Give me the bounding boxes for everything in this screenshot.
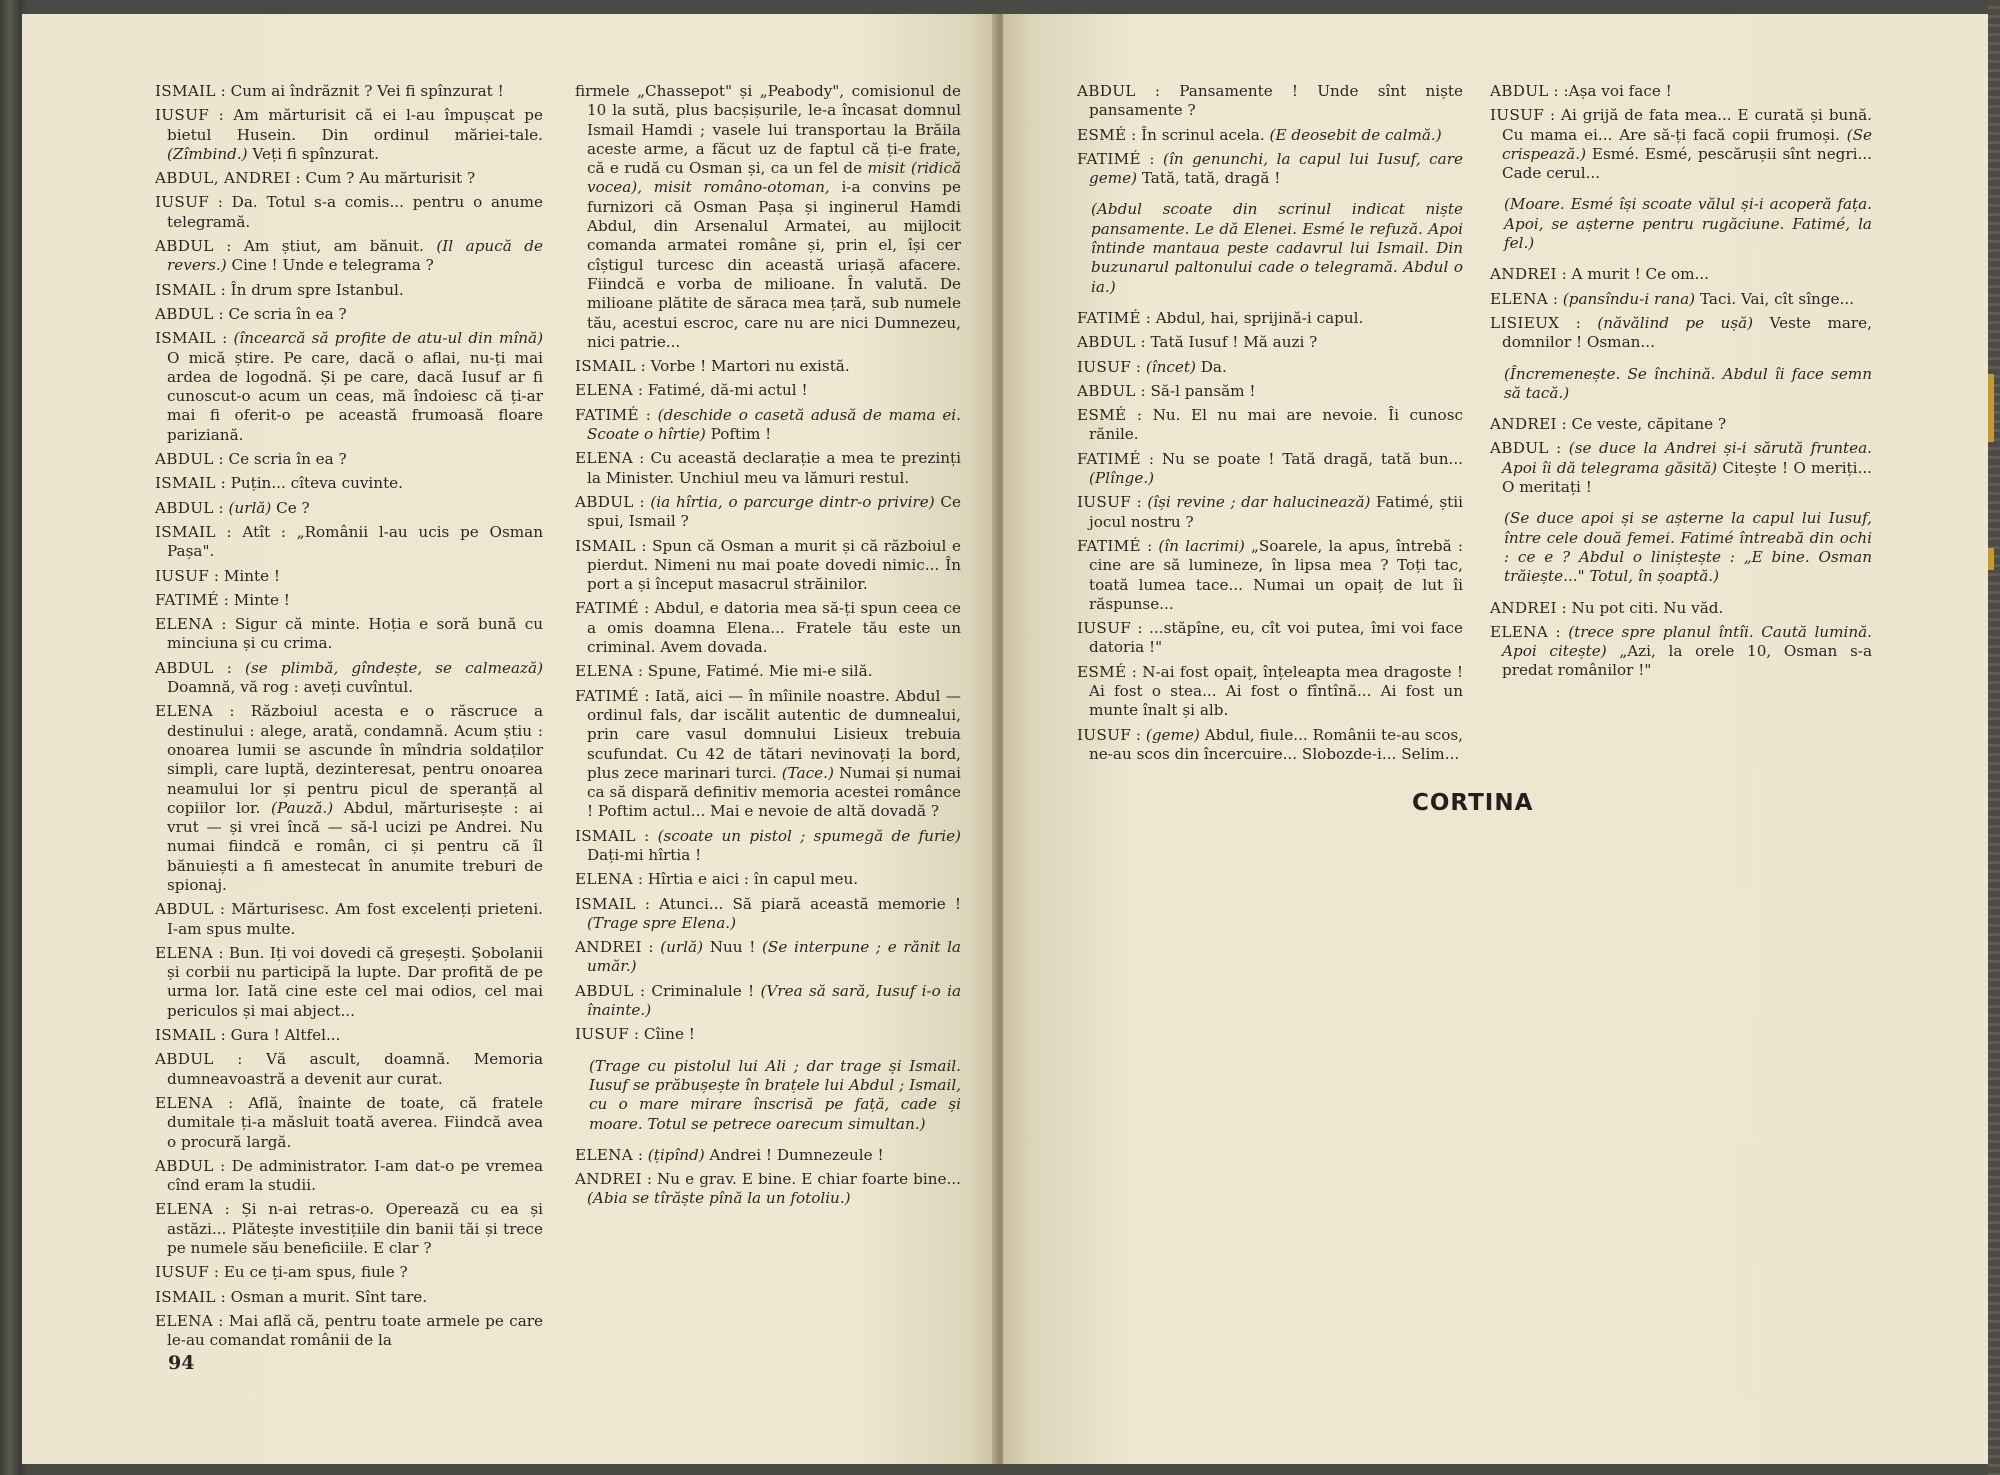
dialogue-text: Iată, aici — în mîinile noastre. Abdul — ordinul fals, dar iscălit autentic de dumnealui, prin care vasul domnului Lisieux trebuia scufundat. Cu 42 de tătari nevinovați la bord, plus zece marinari turci. xyxy=(587,686,961,782)
dialogue-line: IUSUF : Da. Totul s-a comis... pentru o anume telegramă. xyxy=(155,193,543,231)
speaker-name: ABDUL xyxy=(575,492,634,511)
speaker-name: ABDUL xyxy=(1077,333,1136,352)
dialogue-text: Mai află că, pentru toate armele pe care le-au comandat românii de la xyxy=(167,1311,543,1350)
speaker-name: ANDREI xyxy=(575,938,642,957)
dialogue-text: Numai și numai ca să dispară definitiv memoria acestei românce ! Poftim actul... Mai e nevoie de altă dovadă ? xyxy=(587,763,962,821)
speaker-name: ABDUL xyxy=(155,900,214,919)
text-column-3 xyxy=(1077,82,1463,769)
dialogue-text: Cu această declarație a mea te prezinți la Minister. Unchiul meu va lămuri restul. xyxy=(587,449,961,487)
inline-direction: (trece spre planul întîi. Caută lumină. Apoi citește) xyxy=(1502,622,1873,661)
dialogue-text: În drum spre Istanbul. xyxy=(230,280,404,299)
dialogue-text: Nu pot citi. Nu văd. xyxy=(1571,598,1724,617)
dialogue-line: ELENA : Mai află că, pentru toate armele pe care le-au comandat românii de la xyxy=(155,1311,543,1350)
inline-direction: (E deosebit de calmă.) xyxy=(1269,125,1442,144)
bookmark-ribbon-lower xyxy=(1988,548,1994,570)
dialogue-line: ELENA : Cu această declarație a mea te prezinți la Minister. Unchiul meu va lămuri restul. xyxy=(575,449,961,487)
dialogue-line: ABDUL : Vă ascult, doamnă. Memoria dumneavoastră a devenit aur curat. xyxy=(155,1050,543,1088)
speaker-name: ABDUL xyxy=(1077,82,1136,100)
dialogue-text: Cum ai îndrăznit ? Vei fi spînzurat ! xyxy=(230,82,504,100)
dialogue-line: ABDUL : (se plimbă, gîndește, se calmează) Doamnă, vă rog : aveți cuvîntul. xyxy=(155,658,543,697)
dialogue-line: ELENA : Află, înainte de toate, că fratele dumitale ți-a măsluit toată averea. Fiindcă avea o procură largă. xyxy=(155,1093,543,1151)
dialogue-text: Află, înainte de toate, că fratele dumitale ți-a măsluit toată averea. Fiindcă avea o procură largă. xyxy=(167,1093,543,1151)
dialogue-line: ANDREI : Nu pot citi. Nu văd. xyxy=(1490,598,1724,617)
dialogue-text: Abdul, e datoria mea să-ți spun ceea ce a omis doamna Elena... Fratele tău este un criminal. Avem dovada. xyxy=(587,599,961,657)
dialogue-line: ELENA : Bun. Iți voi dovedi că greșești. Șobolanii și corbii nu participă la lupte. Dar profită de pe urma lor. Iată cine este cel mai odios, cel mai periculos și mai abject... xyxy=(155,943,543,1020)
dialogue-line: ISMAIL : Osman a murit. Sînt tare. xyxy=(155,1287,428,1306)
bookmark-ribbon xyxy=(1988,374,1994,442)
speaker-name: ESMÉ xyxy=(1077,662,1127,681)
speaker-name: ANDREI xyxy=(1490,598,1557,617)
speaker-name: FATIMÉ xyxy=(1077,536,1141,555)
dialogue-text: A murit ! Ce om... xyxy=(1571,265,1709,284)
dialogue-line: ISMAIL : Vorbe ! Martori nu există. xyxy=(575,357,850,376)
dialogue-line: ABDUL : Mărturisesc. Am fost excelenți prieteni. I-am spus multe. xyxy=(155,900,544,938)
dialogue-line: FATIMÉ : Abdul, hai, sprijină-i capul. xyxy=(1077,308,1364,327)
speaker-name: FATIMÉ xyxy=(575,686,639,705)
dialogue-line: ELENA : (pansîndu-i rana) Taci. Vai, cît sînge... xyxy=(1490,289,1855,308)
dialogue-line: ABDUL : Ce scria în ea ? xyxy=(155,450,347,469)
inline-direction: (Vrea să sară, Iusuf i-o ia înainte.) xyxy=(587,981,962,1020)
dialogue-line: LISIEUX : (năvălind pe ușă) Veste mare, domnilor ! Osman... xyxy=(1490,313,1872,352)
dialogue-text: Abdul, hai, sprijină-i capul. xyxy=(1155,308,1364,327)
speaker-name: ABDUL xyxy=(1490,82,1549,100)
dialogue-line: ABDUL : Să-l pansăm ! xyxy=(1077,381,1256,400)
dialogue-text: Ce veste, căpitane ? xyxy=(1571,415,1727,434)
dialogue-line: ISMAIL : Spun că Osman a murit și că războiul e pierdut. Nimeni nu mai poate dovedi nimic... În port a și început masacrul străinilor. xyxy=(575,536,961,594)
dialogue-line: ELENA : Sigur că minte. Hoția e soră bună cu minciuna și cu crima. xyxy=(155,615,543,653)
speaker-name: ISMAIL xyxy=(155,1287,216,1306)
inline-direction: (Se crispează.) xyxy=(1502,125,1872,163)
dialogue-text: Nu se poate ! Tată dragă, tată bun... xyxy=(1161,449,1463,468)
speaker-name: FATIMÉ xyxy=(155,590,219,609)
dialogue-line: IUSUF : Ai grijă de fata mea... E curată și bună. Cu mama ei... Are să-ți facă copii frumoși. (Se crispează.) Esmé. Esmé, pescărușii sînt negri... Cade cerul... xyxy=(1490,106,1873,183)
dialogue-text: Nu e grav. E bine. E chiar foarte bine... xyxy=(657,1170,961,1189)
dialogue-text: Abdul, mărturisește : ai vrut — și vrei încă — să-l ucizi pe Andrei. Nu numai fiindcă e român, ci și pentru că îl bănuiești a fi amestecat în anumite treburi de spionaj. xyxy=(167,798,544,894)
stage-direction: (Trage cu pistolul lui Ali ; dar trage și Ismail. Iusuf se prăbușește în brațele lui Abdul ; Ismail, cu o mare mirare înscrisă pe față, cade și moare. Totul se petrece oarecum simultan.) xyxy=(589,1056,961,1133)
page-number: 94 xyxy=(168,1352,195,1374)
speaker-name: IUSUF xyxy=(155,193,210,212)
dialogue-text: i-a convins pe furnizori că Osman Pașa și inginerul Hamdi Abdul, din Arsenalul Armatei, au mijlocit comanda armatei române și, prin el, își cer cîștigul turcesc din această uriașă afacere. Fiindcă e vorba de milioane. În valută. De milioane plătite de săraca mea țară, sub numele tău, acestui escroc, care nu are nici Dumnezeu, nici patrie... xyxy=(587,178,961,351)
dialogue-text: Tată Iusuf ! Mă auzi ? xyxy=(1150,333,1318,352)
dialogue-text: :Așa voi face ! xyxy=(1563,82,1672,100)
text-column-1 xyxy=(155,82,543,1356)
speaker-name: ELENA xyxy=(1490,622,1549,641)
speaker-name: ELENA xyxy=(155,1093,214,1112)
speaker-name: ELENA xyxy=(155,943,214,962)
speaker-name: ISMAIL xyxy=(155,474,216,493)
inline-direction: (în genunchi, la capul lui Iusuf, care geme) xyxy=(1089,149,1463,188)
inline-direction: (Abia se tîrăște pînă la un fotoliu.) xyxy=(587,1189,851,1208)
dialogue-line: ABDUL : De administrator. I-am dat-o pe vremea cînd eram la studii. xyxy=(155,1156,543,1195)
dialogue-line: ESMÉ : În scrinul acela. (E deosebit de calmă.) xyxy=(1077,125,1442,144)
dialogue-line: ABDUL : Pansamente ! Unde sînt niște pansamente ? xyxy=(1077,82,1463,120)
inline-direction: (se plimbă, gîndește, se calmează) xyxy=(245,658,543,677)
dialogue-text: Am știut, am bănuit. xyxy=(243,237,424,256)
dialogue-text: Sigur că minte. Hoția e soră bună cu minciuna și cu crima. xyxy=(167,615,543,653)
speaker-name: IUSUF xyxy=(1490,106,1545,125)
dialogue-text: Mărturisesc. Am fost excelenți prieteni. I-am spus multe. xyxy=(167,900,544,938)
dialogue-text: Osman a murit. Sînt tare. xyxy=(230,1287,428,1306)
speaker-name: IUSUF xyxy=(1077,493,1132,512)
dialogue-line: FATIMÉ : Minte ! xyxy=(155,590,290,609)
speaker-name: ANDREI xyxy=(1490,415,1557,434)
dialogue-line: IUSUF : (geme) Abdul, fiule... Românii te-au scos, ne-au scos din încercuire... Slobozde-i... Selim... xyxy=(1077,725,1463,763)
speaker-name: IUSUF xyxy=(155,1263,210,1282)
ending-cortina: CORTINA xyxy=(1412,790,1534,816)
dialogue-text: Veste mare, domnilor ! Osman... xyxy=(1502,313,1872,352)
dialogue-line: ABDUL : :Așa voi face ! xyxy=(1490,82,1672,100)
dialogue-text: Citește ! O meriți... O meritați ! xyxy=(1502,458,1873,497)
dialogue-line: FATIMÉ : Iată, aici — în mîinile noastre. Abdul — ordinul fals, dar iscălit autentic de dumnealui, prin care vasul domnului Lisieux trebuia scufundat. Cu 42 de tătari nevinovați la bord, plus zece marinari turci. (Tace.) Numai și numai ca să dispară definitiv memoria acestei românce ! Poftim actul... Mai e nevoie de altă dovadă ? xyxy=(575,686,962,821)
dialogue-text: De administrator. I-am dat-o pe vremea cînd eram la studii. xyxy=(167,1156,543,1195)
dialogue-line: ISMAIL : În drum spre Istanbul. xyxy=(155,280,404,299)
dialogue-line: ISMAIL : (încearcă să profite de atu-ul din mînă) O mică știre. Pe care, dacă o aflai, nu-ți mai ardea de logodnă. Și pe care, dacă Iusuf ar fi cunoscut-o acum un ceas, mă îndoiesc că ți-ar mai fi oferit-o pe această frumoasă floare pariziană. xyxy=(155,329,543,444)
speaker-name: IUSUF xyxy=(1077,619,1132,638)
dialogue-text: Cîine ! xyxy=(643,1025,695,1044)
speaker-name: ABDUL xyxy=(155,237,214,256)
dialogue-line: ELENA : Spune, Fatimé. Mie mi-e silă. xyxy=(575,662,873,681)
inline-direction: (încet) xyxy=(1145,357,1196,376)
inline-direction: misit (ridică vocea), misit româno-otoman, xyxy=(587,159,962,197)
stage-direction: (Moare. Esmé își scoate vălul și-i acoperă fața. Apoi, se așterne pentru rugăciune. Fatimé, la fel.) xyxy=(1504,195,1872,253)
dialogue-text: Doamnă, vă rog : aveți cuvîntul. xyxy=(167,678,414,697)
stage-direction: (Se duce apoi și se așterne la capul lui Iusuf, între cele două femei. Fatimé întreabă din ochi : ce e ? Abdul o liniștește : „E bine. Osman trăiește..." Totul, în șoaptă.) xyxy=(1504,509,1872,586)
speaker-name: ELENA xyxy=(155,1311,214,1330)
speaker-name: ISMAIL xyxy=(575,357,636,376)
dialogue-text: Ce scria în ea ? xyxy=(228,304,347,323)
inline-direction: (ia hîrtia, o parcurge dintr-o privire) xyxy=(650,492,935,511)
dialogue-line: ELENA : Și n-ai retras-o. Operează cu ea și astăzi... Plătește investițiile din banii tăi și trece pe numele său beneficiile. E clar ? xyxy=(155,1200,543,1258)
dialogue-text: Fatimé, dă-mi actul ! xyxy=(647,381,808,400)
speaker-name: ESMÉ xyxy=(1077,406,1127,425)
speaker-name: ISMAIL xyxy=(155,329,216,348)
dialogue-line: ANDREI : Ce veste, căpitane ? xyxy=(1490,415,1727,434)
dialogue-line: FATIMÉ : (în genunchi, la capul lui Iusuf, care geme) Tată, tată, dragă ! xyxy=(1077,149,1463,188)
dialogue-text: Criminalule ! xyxy=(651,981,755,1000)
dialogue-line: ELENA : Fatimé, dă-mi actul ! xyxy=(575,381,808,400)
speaker-name: ISMAIL xyxy=(155,522,216,541)
inline-direction: (Il apucă de revers.) xyxy=(167,237,543,275)
dialogue-line: IUSUF : Eu ce ți-am spus, fiule ? xyxy=(155,1263,408,1282)
dialogue-text: Poftim ! xyxy=(710,425,772,444)
dialogue-line: FATIMÉ : Abdul, e datoria mea să-ți spun ceea ce a omis doamna Elena... Fratele tău este un criminal. Avem dovada. xyxy=(575,599,961,657)
speaker-name: ESMÉ xyxy=(1077,125,1127,144)
speaker-name: ANDREI xyxy=(1490,265,1557,284)
speaker-name: ELENA xyxy=(575,662,634,681)
inline-direction: (năvălind pe ușă) xyxy=(1597,313,1754,332)
dialogue-line: ESMÉ : Nu. El nu mai are nevoie. Îi cunosc rănile. xyxy=(1077,406,1463,444)
dialogue-text: Ai grijă de fata mea... E curată și bună. Cu mama ei... Are să-ți facă copii frumoși. xyxy=(1502,106,1873,144)
dialogue-text: Taci. Vai, cît sînge... xyxy=(1699,289,1855,308)
speaker-name: ELENA xyxy=(575,381,634,400)
dialogue-text: Fatimé, știi jocul nostru ? xyxy=(1089,493,1463,531)
dialogue-text: Da. xyxy=(1200,357,1227,376)
dialogue-text: Ce spui, Ismail ? xyxy=(587,492,961,531)
dialogue-text: Hîrtia e aici : în capul meu. xyxy=(647,870,859,889)
inline-direction: (Tace.) xyxy=(781,763,834,782)
speaker-name: ABDUL xyxy=(155,304,214,323)
dialogue-text: N-ai fost opaiț, înțeleapta mea dragoste ! Ai fost o stea... Ai fost o fîntînă... Ai fost un munte înalt și alb. xyxy=(1089,662,1464,720)
dialogue-line: FATIMÉ : (în lacrimi) „Soarele, la apus, întrebă : cine are să lumineze, în lipsa mea ? Toți tac, toată lumea tace... Numai un opaiț de lut îi răspunse... xyxy=(1077,536,1463,613)
speaker-name: ELENA xyxy=(155,1200,214,1219)
dialogue-line: IUSUF : Am mărturisit că ei l-au împușcat pe bietul Husein. Din ordinul măriei-tale. (Zîmbind.) Veți fi spînzurat. xyxy=(155,106,543,163)
dialogue-line: FATIMÉ : (deschide o casetă adusă de mama ei. Scoate o hîrtie) Poftim ! xyxy=(575,405,961,444)
dialogue-line: FATIMÉ : Nu se poate ! Tată dragă, tată bun... (Plînge.) xyxy=(1077,449,1463,488)
dialogue-line: ISMAIL : (scoate un pistol ; spumegă de furie) Dați-mi hîrtia ! xyxy=(575,826,961,864)
dialogue-line: ABDUL, ANDREI : Cum ? Au mărturisit ? xyxy=(155,169,476,188)
speaker-name: ABDUL xyxy=(155,450,214,469)
dialogue-text: Am mărturisit că ei l-au împușcat pe bietul Husein. Din ordinul măriei-tale. xyxy=(167,106,543,144)
dialogue-line: ELENA : (trece spre planul întîi. Caută lumină. Apoi citește) „Azi, la orele 10, Osman s-a predat românilor !" xyxy=(1490,622,1873,680)
speaker-name: ABDUL xyxy=(155,498,214,517)
speaker-name: ISMAIL xyxy=(575,894,636,913)
speaker-name: ABDUL xyxy=(575,981,634,1000)
speaker-name: IUSUF xyxy=(155,106,210,125)
speaker-name: ABDUL, ANDREI xyxy=(155,169,291,188)
text-column-4 xyxy=(1490,82,1872,686)
dialogue-text: Vă ascult, doamnă. Memoria dumneavoastră a devenit aur curat. xyxy=(167,1050,543,1088)
dialogue-text: „Azi, la orele 10, Osman s-a predat românilor !" xyxy=(1502,642,1872,680)
dialogue-text: O mică știre. Pe care, dacă o aflai, nu-ți mai ardea de logodnă. Și pe care, dacă Iusuf ar fi cunoscut-o acum un ceas, mă îndoiesc că ți-ar mai fi oferit-o pe această frumoasă floare pariziană. xyxy=(167,348,543,444)
speaker-name: ISMAIL xyxy=(575,826,636,845)
dialogue-text: Esmé. Esmé, pescărușii sînt negri... Cade cerul... xyxy=(1502,144,1873,183)
speaker-name: ELENA xyxy=(155,615,214,634)
dialogue-text: Cum ? Au mărturisit ? xyxy=(305,169,476,188)
dialogue-line: ABDUL : Ce scria în ea ? xyxy=(155,304,347,323)
dialogue-text: Tată, tată, dragă ! xyxy=(1141,169,1281,188)
dialogue-line: ELENA : (țipînd) Andrei ! Dumnezeule ! xyxy=(575,1145,884,1164)
dialogue-line: ANDREI : Nu e grav. E bine. E chiar foarte bine... (Abia se tîrăște pînă la un fotoliu.) xyxy=(575,1170,961,1208)
speaker-name: IUSUF xyxy=(155,566,210,585)
dialogue-text: Războiul acesta e o răscruce a destinului : alege, arată, condamnă. Acum știu : onoarea lumii se ascunde în mîndria soldaților simpli, care luptă, dezinteresat, pentru onoarea neamului lor și pentru picul de speranță al copiilor lor. xyxy=(167,702,544,817)
dialogue-text: ...stăpîne, eu, cît voi putea, îmi voi face datoria !" xyxy=(1089,619,1463,657)
speaker-name: LISIEUX xyxy=(1490,313,1560,332)
dialogue-text: Nu. El nu mai are nevoie. Îi cunosc rănile. xyxy=(1089,406,1463,444)
speaker-name: IUSUF xyxy=(1077,725,1132,744)
dialogue-text: Să-l pansăm ! xyxy=(1150,381,1256,400)
inline-direction: (urlă) xyxy=(228,498,272,517)
dialogue-line: ABDUL : Tată Iusuf ! Mă auzi ? xyxy=(1077,333,1318,352)
speaker-name: ISMAIL xyxy=(575,536,636,555)
inline-direction: (scoate un pistol ; spumegă de furie) xyxy=(657,826,961,845)
dialogue-text: Gura ! Altfel... xyxy=(230,1026,341,1045)
dialogue-line: ABDUL : (ia hîrtia, o parcurge dintr-o privire) Ce spui, Ismail ? xyxy=(575,492,961,531)
speaker-name: IUSUF xyxy=(575,1025,630,1044)
speaker-name: FATIMÉ xyxy=(575,599,639,618)
dialogue-text: Da. Totul s-a comis... pentru o anume telegramă. xyxy=(167,193,543,231)
dialogue-text: Bun. Iți voi dovedi că greșești. Șobolanii și corbii nu participă la lupte. Dar profită de pe urma lor. Iată cine este cel mai odios, cel mai periculos și mai abject... xyxy=(167,943,543,1020)
speaker-name: ELENA xyxy=(575,1145,634,1164)
inline-direction: (își revine ; dar halucinează) xyxy=(1147,493,1371,512)
speaker-name: ELENA xyxy=(575,870,634,889)
dialogue-text: Ce ? xyxy=(276,498,310,517)
dialogue-line: IUSUF : (își revine ; dar halucinează) Fatimé, știi jocul nostru ? xyxy=(1077,493,1463,531)
dialogue-line: ISMAIL : Gura ! Altfel... xyxy=(155,1026,341,1045)
inline-direction: (Zîmbind.) xyxy=(167,144,248,163)
dialogue-line: ABDUL : Criminalule ! (Vrea să sară, Iusuf i-o ia înainte.) xyxy=(575,981,962,1020)
stage-direction: (Încremenește. Se închină. Abdul îi face semn să tacă.) xyxy=(1504,364,1872,402)
dialogue-line: IUSUF : ...stăpîne, eu, cît voi putea, îmi voi face datoria !" xyxy=(1077,619,1463,657)
dialogue-text: Dați-mi hîrtia ! xyxy=(587,845,702,864)
speaker-name: ABDUL xyxy=(1077,381,1136,400)
dialogue-line: ABDUL : (se duce la Andrei și-i sărută fruntea. Apoi îi dă telegrama găsită) Citește ! O meriți... O meritați ! xyxy=(1490,439,1873,497)
dialogue-text: Andrei ! Dumnezeule ! xyxy=(709,1145,884,1164)
dialogue-text: Spune, Fatimé. Mie mi-e silă. xyxy=(647,662,873,681)
inline-direction: (încearcă să profite de atu-ul din mînă) xyxy=(233,329,543,348)
dialogue-line: ISMAIL : Atît : „Românii l-au ucis pe Osman Pașa". xyxy=(155,522,543,561)
dialogue-text: Minte ! xyxy=(233,590,290,609)
dialogue-text: Ce scria în ea ? xyxy=(228,450,347,469)
dialogue-text: Puțin... cîteva cuvinte. xyxy=(230,474,403,493)
speaker-name: FATIMÉ xyxy=(1077,149,1141,168)
dialogue-text: Vorbe ! Martori nu există. xyxy=(650,357,850,376)
dialogue-line: ISMAIL : Atunci... Să piară această memorie ! (Trage spre Elena.) xyxy=(575,894,961,932)
dialogue-text: Eu ce ți-am spus, fiule ? xyxy=(223,1263,408,1282)
speaker-name: FATIMÉ xyxy=(1077,449,1141,468)
text-column-2 xyxy=(575,82,961,1214)
inline-direction: (țipînd) xyxy=(647,1145,705,1164)
speaker-name: ABDUL xyxy=(155,658,214,677)
speaker-name: FATIMÉ xyxy=(575,405,639,424)
dialogue-line: ANDREI : A murit ! Ce om... xyxy=(1490,265,1709,284)
dialogue-line: ISMAIL : Cum ai îndrăznit ? Vei fi spînzurat ! xyxy=(155,82,504,100)
speaker-name: ANDREI xyxy=(575,1170,642,1189)
dialogue-text: Cine ! Unde e telegrama ? xyxy=(231,256,434,275)
speaker-name: ELENA xyxy=(1490,289,1549,308)
dialogue-line: ESMÉ : N-ai fost opaiț, înțeleapta mea dragoste ! Ai fost o stea... Ai fost o fîntînă... Ai fost un munte înalt și alb. xyxy=(1077,662,1464,720)
dialogue-text: Pansamente ! Unde sînt niște pansamente ? xyxy=(1089,82,1463,120)
dialogue-text: Minte ! xyxy=(223,566,281,585)
stage-direction: (Abdul scoate din scrinul indicat niște pansamente. Le dă Elenei. Esmé le refuză. Apoi întinde mantaua peste cadavrul lui Ismail. Din buzunarul paltonului cade o telegramă. Abdul o ia.) xyxy=(1091,200,1463,296)
dialogue-text: Nuu ! xyxy=(709,938,756,957)
speaker-name: ABDUL xyxy=(155,1050,214,1069)
speaker-name: ELENA xyxy=(575,449,634,468)
speaker-name: FATIMÉ xyxy=(1077,308,1141,327)
speaker-name: ELENA xyxy=(155,702,214,721)
inline-direction: (în lacrimi) xyxy=(1158,536,1245,555)
dialogue-text: Și n-ai retras-o. Operează cu ea și astăzi... Plătește investițiile din banii tăi și trece pe numele său beneficiile. E clar ? xyxy=(167,1200,543,1258)
inline-direction: (deschide o casetă adusă de mama ei. Scoate o hîrtie) xyxy=(587,405,961,444)
dialogue-text: Atunci... Să piară această memorie ! xyxy=(659,894,961,913)
inline-direction: (geme) xyxy=(1145,725,1200,744)
dialogue-text: Veți fi spînzurat. xyxy=(252,144,379,163)
inline-direction: (Trage spre Elena.) xyxy=(587,913,737,932)
dialogue-line: ABDUL : Am știut, am bănuit. (Il apucă de revers.) Cine ! Unde e telegrama ? xyxy=(155,237,543,275)
dialogue-line: ABDUL : (urlă) Ce ? xyxy=(155,498,310,517)
inline-direction: (urlă) xyxy=(660,938,704,957)
dialogue-text: firmele „Chassepot" și „Peabody", comisionul de 10 la sută, plus bacșișurile, le-a încasat domnul Ismail Hamdi ; vasele lui transportau la Brăila aceste arme, a făcut uz de faptul că ți-e frate, că e rudă cu Osman și, ca un fel de xyxy=(575,82,961,178)
speaker-name: ISMAIL xyxy=(155,82,216,100)
inline-direction: (pansîndu-i rana) xyxy=(1562,289,1696,308)
speaker-name: ISMAIL xyxy=(155,1026,216,1045)
dialogue-text: Atît : „Românii l-au ucis pe Osman Pașa". xyxy=(167,522,543,561)
dialogue-line: ELENA : Războiul acesta e o răscruce a destinului : alege, arată, condamnă. Acum știu : onoarea lumii se ascunde în mîndria soldaților simpli, care luptă, dezinteresat, pentru onoarea neamului lor și pentru picul de speranță al copiilor lor. (Pauză.) Abdul, mărturisește : ai vrut — și vrei încă — să-l ucizi pe Andrei. Nu numai fiindcă e român, ci și pentru că îl bănuiești a fi amestecat în anumite treburi de spionaj. xyxy=(155,702,544,894)
dialogue-line: ANDREI : (urlă) Nuu ! (Se interpune ; e rănit la umăr.) xyxy=(575,938,961,976)
dialogue-line: IUSUF : Minte ! xyxy=(155,566,281,585)
dialogue-text: Spun că Osman a murit și că războiul e pierdut. Nimeni nu mai poate dovedi nimic... În port a și început masacrul străinilor. xyxy=(587,536,961,594)
dialogue-text: Abdul, fiule... Românii te-au scos, ne-au scos din încercuire... Slobozde-i... Selim... xyxy=(1089,725,1463,763)
inline-direction: (se duce la Andrei și-i sărută fruntea. Apoi îi dă telegrama găsită) xyxy=(1502,439,1872,477)
inline-direction: (Se interpune ; e rănit la umăr.) xyxy=(587,938,961,976)
dialogue-line: ELENA : Hîrtia e aici : în capul meu. xyxy=(575,870,859,889)
dialogue-line: IUSUF : Cîine ! xyxy=(575,1025,695,1044)
speaker-name: ISMAIL xyxy=(155,280,216,299)
page-edge-strip xyxy=(1988,0,2000,1475)
speaker-name: ABDUL xyxy=(1490,439,1549,458)
speaker-name: ABDUL xyxy=(155,1156,214,1175)
dialogue-text: „Soarele, la apus, întrebă : cine are să lumineze, în lipsa mea ? Toți tac, toată lumea tace... Numai un opaiț de lut îi răspunse... xyxy=(1089,536,1463,613)
dialogue-line xyxy=(575,82,961,352)
speaker-name: IUSUF xyxy=(1077,357,1132,376)
dialogue-line: ISMAIL : Puțin... cîteva cuvinte. xyxy=(155,474,403,493)
inline-direction: (Pauză.) xyxy=(271,798,334,817)
dialogue-text: În scrinul acela. xyxy=(1141,125,1265,144)
inline-direction: (Plînge.) xyxy=(1089,469,1155,488)
dialogue-line: IUSUF : (încet) Da. xyxy=(1077,357,1227,376)
